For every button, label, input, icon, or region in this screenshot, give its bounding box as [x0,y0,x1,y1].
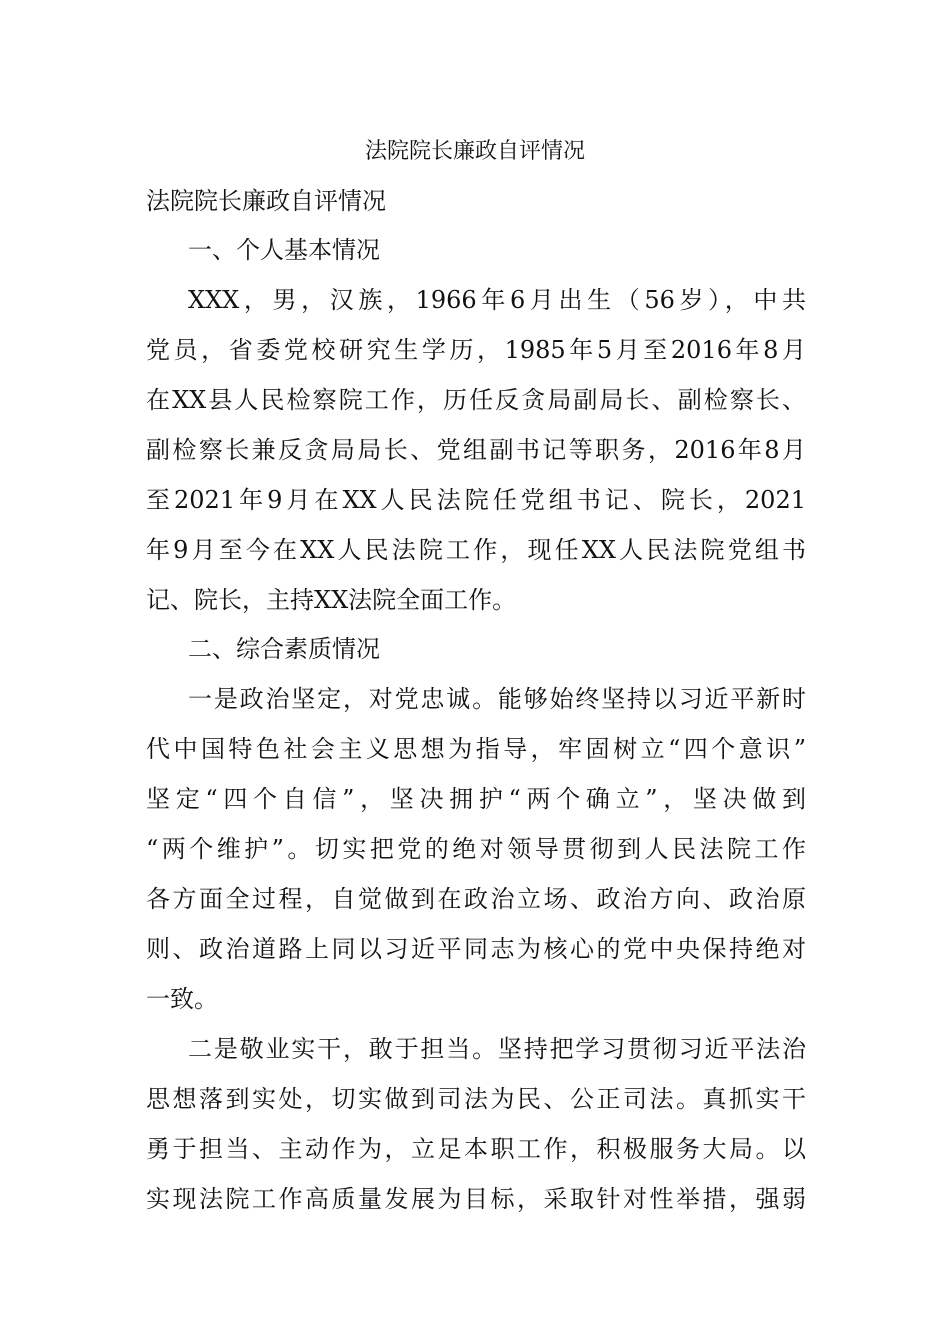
text-line: XXX，男，汉族，1966年6月出生（56岁），中共 [188,286,806,314]
text-line: 各方面全过程，自觉做到在政治立场、政治方向、政治原 [146,885,806,913]
text-line: 则、政治道路上同以习近平同志为核心的党中央保持绝对 [146,935,806,963]
text-line: 记、院长，主持XX法院全面工作。 [146,586,517,614]
text-line: 实现法院工作高质量发展为目标，采取针对性举措，强弱 [146,1185,806,1213]
section-heading: 一、个人基本情况 [188,236,380,264]
text-line: 副检察长兼反贪局局长、党组副书记等职务，2016年8月 [146,436,806,464]
section-heading: 二、综合素质情况 [188,635,380,663]
text-line: 坚定“四个自信”，坚决拥护“两个确立”，坚决做到 [146,785,806,813]
text-line: 党员，省委党校研究生学历，1985年5月至2016年8月 [146,336,806,364]
text-line: 在XX县人民检察院工作，历任反贪局副局长、副检察长、 [146,386,806,414]
text-line: 一致。 [146,985,218,1013]
text-line: 代中国特色社会主义思想为指导，牢固树立“四个意识” [146,735,806,763]
text-line: 思想落到实处，切实做到司法为民、公正司法。真抓实干 [146,1085,806,1113]
text-line: 法院院长廉政自评情况 [146,187,386,215]
text-line: 一是政治坚定，对党忠诚。能够始终坚持以习近平新时 [188,685,806,713]
text-line: 勇于担当、主动作为，立足本职工作，积极服务大局。以 [146,1135,806,1163]
text-line: 年9月至今在XX人民法院工作，现任XX人民法院党组书 [146,536,806,564]
text-line: 至2021年9月在XX人民法院任党组书记、院长，2021 [146,486,806,514]
text-line: “两个维护”。切实把党的绝对领导贯彻到人民法院工作 [146,835,806,863]
document-title: 法院院长廉政自评情况 [364,139,585,164]
text-line: 二是敬业实干，敢于担当。坚持把学习贯彻习近平法治 [188,1035,806,1063]
